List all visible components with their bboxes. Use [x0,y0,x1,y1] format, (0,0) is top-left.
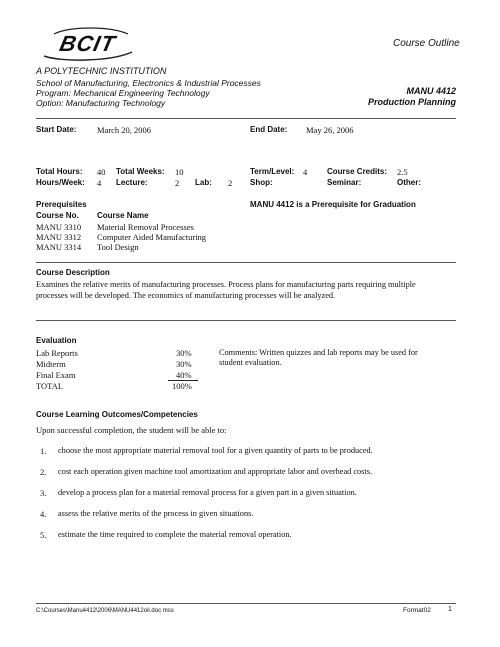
start-date-label: Start Date: [36,125,77,134]
divider [36,118,456,119]
description-heading: Course Description [36,268,110,277]
evaluation-percent: 30% [176,348,192,358]
logo-text: BCIT [57,31,119,56]
outcome-number: 4. [40,509,47,519]
footer-form: Format02 [403,607,431,614]
prereq-no: MANU 3310 [36,222,82,232]
seminar-label: Seminar: [327,178,362,187]
lab-label: Lab: [195,178,212,187]
hours-week-value: 4 [97,178,102,188]
term-value: 4 [303,167,308,177]
outcome-text: assess the relative merits of the process in given situations. [58,509,254,518]
term-label: Term/Level: [250,167,295,176]
divider [36,320,456,321]
prereq-name: Tool Design [97,242,139,252]
tagline: A POLYTECHNIC INSTITUTION [36,66,167,76]
outcome-number: 2. [40,467,47,477]
end-date-label: End Date: [250,125,288,134]
evaluation-heading: Evaluation [36,336,77,345]
total-weeks-value: 10 [175,167,184,177]
start-date-value: March 20, 2006 [97,125,152,135]
evaluation-percent: 30% [176,359,192,369]
description-line: Examines the relative merits of manufacturing processes. Process plans for manufacturing parts requiring multiple [36,280,416,289]
outcome-text: develop a process plan for a material removal process for a given part in a given situation. [58,488,357,497]
course-name-header: Course Name [97,211,149,220]
evaluation-comment: student evaluation. [219,358,282,367]
outcome-text: cost each operation given machine tool amortization and appropriate labor and overhead costs. [58,467,373,476]
evaluation-percent: 40% [176,370,192,380]
prereq-name: Material Removal Processes [97,222,194,232]
prereq-no: MANU 3314 [36,242,82,252]
outcomes-intro: Upon successful completion, the student will be able to: [36,425,227,435]
program-name: Program: Mechanical Engineering Technology [36,88,210,98]
prerequisites-heading: Prerequisites [36,200,87,209]
total-hours-value: 40 [97,167,106,177]
other-label: Other: [397,178,421,187]
prereq-no: MANU 3312 [36,232,82,242]
outcome-number: 5. [40,530,47,540]
page-number: 1 [448,606,452,613]
evaluation-item: Midterm [36,359,66,369]
description-line: processes will be developed. The economics of manufacturing processes will be analyzed. [36,291,336,300]
course-title: Production Planning [368,97,456,107]
credits-value: 2.5 [397,167,408,177]
end-date-value: May 26, 2006 [306,125,354,135]
evaluation-item: Final Exam [36,370,76,380]
evaluation-item: Lab Reports [36,348,78,358]
evaluation-percent: 100% [172,381,192,391]
document-type: Course Outline [393,38,460,49]
credits-label: Course Credits: [327,167,388,176]
prereq-name: Computer Aided Manufacturing [97,232,207,242]
bcit-logo [40,22,136,66]
school-name: School of Manufacturing, Electronics & Industrial Processes [36,78,261,88]
shop-label: Shop: [250,178,273,187]
lecture-value: 2 [175,178,180,188]
divider [36,262,456,263]
lab-value: 2 [228,178,233,188]
lecture-label: Lecture: [116,178,148,187]
prereq-for-graduation: MANU 4412 is a Prerequisite for Graduation [250,200,416,209]
total-hours-label: Total Hours: [36,167,83,176]
evaluation-item: TOTAL [36,381,64,391]
outcomes-heading: Course Learning Outcomes/Competencies [36,410,198,419]
footer-path: C:\Courses\Manu4412\2006\MANU4412oil.doc mss [36,608,174,614]
outcome-number: 1. [40,446,47,456]
course-no-header: Course No. [36,211,79,220]
outcome-number: 3. [40,488,47,498]
course-code: MANU 4412 [406,86,456,96]
hours-week-label: Hours/Week: [36,178,85,187]
total-weeks-label: Total Weeks: [116,167,165,176]
outcome-text: estimate the time required to complete the material removal operation. [58,530,292,539]
footer-divider [36,603,456,604]
option-name: Option: Manufacturing Technology [36,98,166,108]
outcome-text: choose the most appropriate material removal tool for a given quantity of parts to be produced. [58,446,373,455]
evaluation-comment: Comments: Written quizzes and lab reports may be used for [219,348,418,357]
